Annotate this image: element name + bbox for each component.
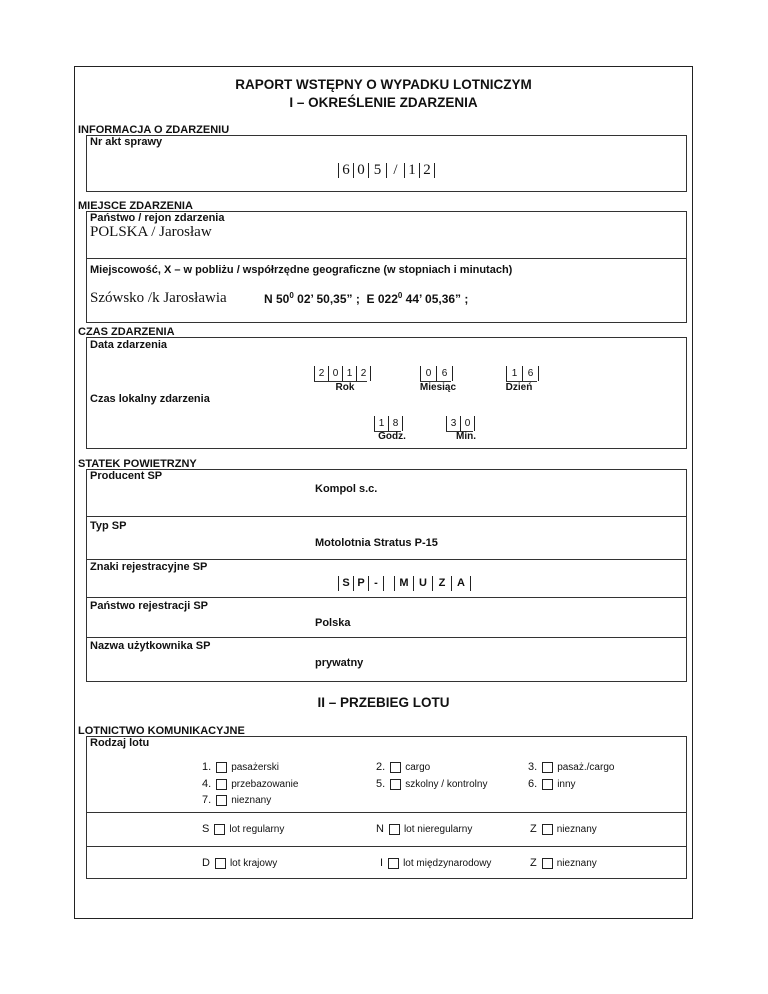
day-digit: 1 [506,366,522,381]
option-label: szkolny / kontrolny [405,779,488,790]
producer-value: Kompol s.c. [315,483,378,495]
option-number: 7. [202,794,212,806]
hour-digit: 8 [388,416,403,431]
checkbox[interactable] [389,824,400,835]
type-value: Motolotnia Stratus P-15 [315,537,438,549]
checkbox[interactable] [542,858,553,869]
option-letter: Z [530,857,537,869]
checkbox[interactable] [216,762,227,773]
option-international[interactable] [380,857,491,869]
minute-field[interactable] [446,416,475,431]
producer-label: Producent SP [90,470,163,482]
option-label: przebazowanie [231,779,299,790]
registration-suffix-field[interactable] [394,576,471,591]
option-label: pasażerski [231,762,279,773]
option-irregular[interactable] [376,823,472,835]
reg-country-value: Polska [315,617,351,629]
coordinates [264,291,468,306]
option-number: 4. [202,778,212,790]
registration-char: U [413,576,432,591]
option-unknown[interactable] [202,794,271,806]
coord-e-degree: 0 [397,291,403,300]
checkbox[interactable] [388,858,399,869]
place-divider [86,258,687,259]
aircraft-divider-1 [86,516,687,517]
registration-char: P [353,576,368,591]
option-training[interactable] [376,778,487,790]
month-caption: Miesiąc [419,382,457,393]
option-letter: S [202,823,210,835]
flight-divider-2 [86,846,687,847]
option-relocation[interactable] [202,778,298,790]
registration-char: - [368,576,384,591]
option-label: nieznany [556,824,597,835]
local-time-label: Czas lokalny zdarzenia [90,393,210,405]
coord-e-prefix: E 022 [366,292,398,306]
option-label: pasaż./cargo [557,762,615,773]
registration-prefix-field[interactable] [338,576,384,591]
checkbox[interactable] [390,762,401,773]
option-passenger-cargo[interactable] [528,761,614,773]
case-number-field[interactable] [338,163,435,178]
option-other[interactable] [528,778,576,790]
flight-divider-1 [86,812,687,813]
location-value: Szówsko /k Jarosławia [90,290,227,306]
checkbox[interactable] [390,779,401,790]
option-label: nieznany [556,858,597,869]
checkbox[interactable] [215,858,226,869]
option-cargo[interactable] [376,761,430,773]
option-label: lot regularny [229,824,285,835]
case-number-label: Nr akt sprawy [90,136,163,148]
option-regularity-unknown[interactable] [530,823,597,835]
flight-section-title: II – PRZEBIEG LOTU [317,695,450,710]
reg-country-label: Państwo rejestracji SP [90,600,208,612]
day-caption: Dzień [505,382,533,393]
checkbox[interactable] [542,762,553,773]
coord-n-degree: 0 [289,291,294,300]
option-letter: I [380,857,384,869]
year-field[interactable] [314,366,371,381]
section-aircraft-title: STATEK POWIETRZNY [78,458,197,470]
checkbox[interactable] [214,824,225,835]
year-digit: 2 [314,366,328,381]
option-label: inny [557,779,576,790]
option-label: lot międzynarodowy [403,858,492,869]
option-label: cargo [405,762,431,773]
type-label: Typ SP [90,520,127,532]
year-caption: Rok [335,382,355,393]
section-place-title: MIEJSCE ZDARZENIA [78,200,193,212]
registration-char: Z [432,576,451,591]
year-digit: 0 [328,366,342,381]
case-char: 6 [338,163,353,178]
section-info-title: INFORMACJA O ZDARZENIU [78,124,230,136]
registration-char: S [338,576,353,591]
flight-kind-label: Rodzaj lotu [90,737,150,749]
minute-digit: 3 [446,416,460,431]
option-letter: D [202,857,210,869]
option-number: 3. [528,761,538,773]
option-number: 6. [528,778,538,790]
option-scope-unknown[interactable] [530,857,597,869]
case-char: 0 [353,163,368,178]
option-letter: Z [530,823,537,835]
coord-e-rest: 44’ 05,36” ; [402,292,469,306]
section-time-title: CZAS ZDARZENIA [78,326,175,338]
day-field[interactable] [506,366,539,381]
checkbox[interactable] [216,795,227,806]
section-commercial-title: LOTNICTWO KOMUNIKACYJNE [78,725,245,737]
form-subtitle: I – OKREŚLENIE ZDARZENIA [289,95,478,110]
case-char: 1 [404,163,419,178]
option-letter: N [376,823,384,835]
month-digit: 0 [420,366,436,381]
case-char: 5 [368,163,386,178]
option-label: lot krajowy [229,858,278,869]
option-label: nieznany [231,795,272,806]
country-label: Państwo / rejon zdarzenia [90,212,225,224]
month-field[interactable] [420,366,453,381]
registration-char: M [394,576,413,591]
aircraft-divider-4 [86,637,687,638]
option-number: 1. [202,761,212,773]
hour-digit: 1 [374,416,388,431]
hour-caption: Godz. [378,431,406,442]
user-label: Nazwa użytkownika SP [90,640,211,652]
minute-digit: 0 [460,416,475,431]
case-char: / [386,163,404,178]
minute-caption: Min. [456,431,476,442]
day-digit: 6 [522,366,539,381]
aircraft-divider-3 [86,597,687,598]
hour-field[interactable] [374,416,403,431]
option-domestic[interactable] [202,857,277,869]
checkbox[interactable] [216,779,227,790]
checkbox[interactable] [542,779,553,790]
user-value: prywatny [315,657,364,669]
registration-label: Znaki rejestracyjne SP [90,561,208,573]
coord-n-rest: 02’ 50,35” ; [293,292,360,306]
aircraft-divider-2 [86,559,687,560]
option-number: 2. [376,761,386,773]
month-digit: 6 [436,366,453,381]
date-label: Data zdarzenia [90,339,168,351]
form-title: RAPORT WSTĘPNY O WYPADKU LOTNICZYM [235,77,532,92]
option-passenger[interactable] [202,761,279,773]
country-value: POLSKA / Jarosław [90,224,212,240]
year-digit: 1 [342,366,356,381]
coord-n-prefix: N 50 [264,292,290,306]
registration-char: A [451,576,471,591]
option-number: 5. [376,778,386,790]
location-label: Miejscowość, X – w pobliżu / współrzędne geograficzne (w stopniach i minutach) [90,264,513,276]
year-digit: 2 [356,366,371,381]
case-char: 2 [419,163,435,178]
checkbox[interactable] [542,824,553,835]
option-label: lot nieregularny [403,824,473,835]
option-regular[interactable] [202,823,284,835]
